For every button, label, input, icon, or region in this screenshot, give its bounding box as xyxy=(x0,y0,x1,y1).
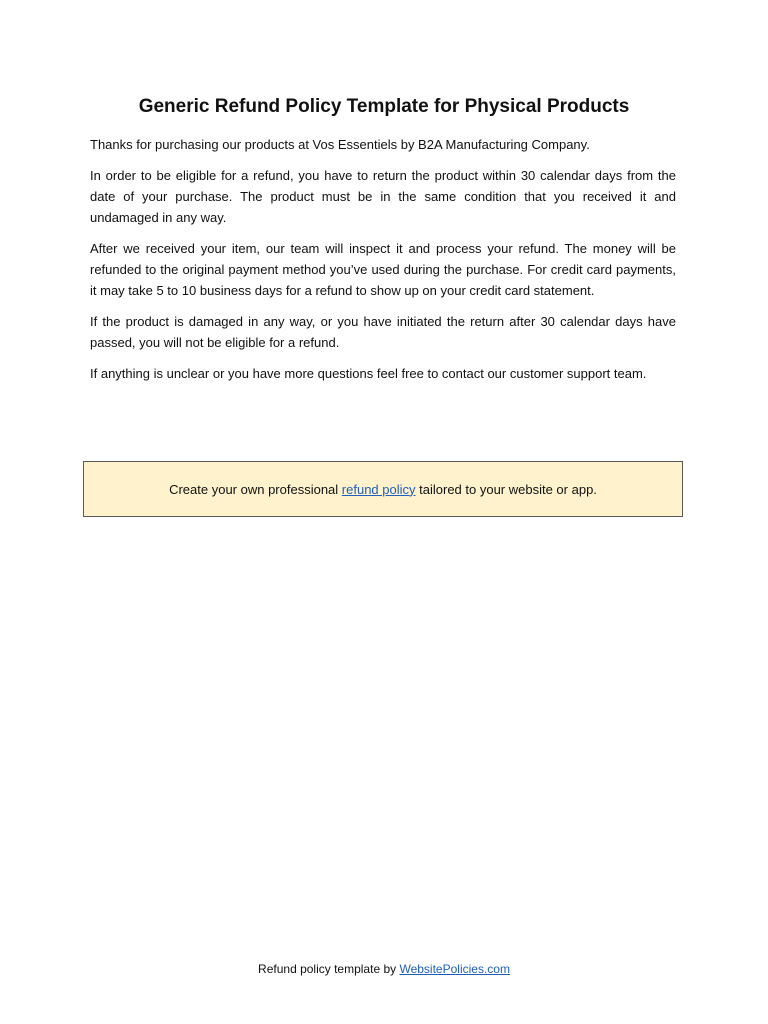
paragraph-eligibility: In order to be eligible for a refund, you have to return the product within 30 calendar days from the date of your purchase. The product must be in the same condition that you received it and undamaged in any way. xyxy=(90,168,676,225)
websitepolicies-link[interactable]: WebsitePolicies.com xyxy=(399,962,510,976)
page-title: Generic Refund Policy Template for Physical Products xyxy=(138,96,630,117)
callout-prefix-text: Create your own professional xyxy=(169,481,339,497)
paragraph-thanks: Thanks for purchasing our products at Vos Essentiels by B2A Manufacturing Company. xyxy=(90,137,590,152)
promo-callout-box xyxy=(83,461,683,517)
refund-policy-link[interactable]: refund policy xyxy=(341,481,416,497)
page-footer xyxy=(0,960,768,978)
policy-body xyxy=(90,134,676,394)
paragraph-ineligible: If the product is damaged in any way, or you have initiated the return after 30 calendar days have passed, you will not be eligible for a refund. xyxy=(90,314,676,350)
footer-prefix-text: Refund policy template by xyxy=(258,962,400,976)
paragraph-process: After we received your item, our team will inspect it and process your refund. The money will be refunded to the original payment method you’ve used during the purchase. For credit card payments, it may take 5 to 10 business days for a refund to show up on your credit card statement. xyxy=(90,241,676,298)
callout-suffix-text: tailored to your website or app. xyxy=(419,481,597,497)
paragraph-contact: If anything is unclear or you have more questions feel free to contact our customer support team. xyxy=(90,366,647,381)
